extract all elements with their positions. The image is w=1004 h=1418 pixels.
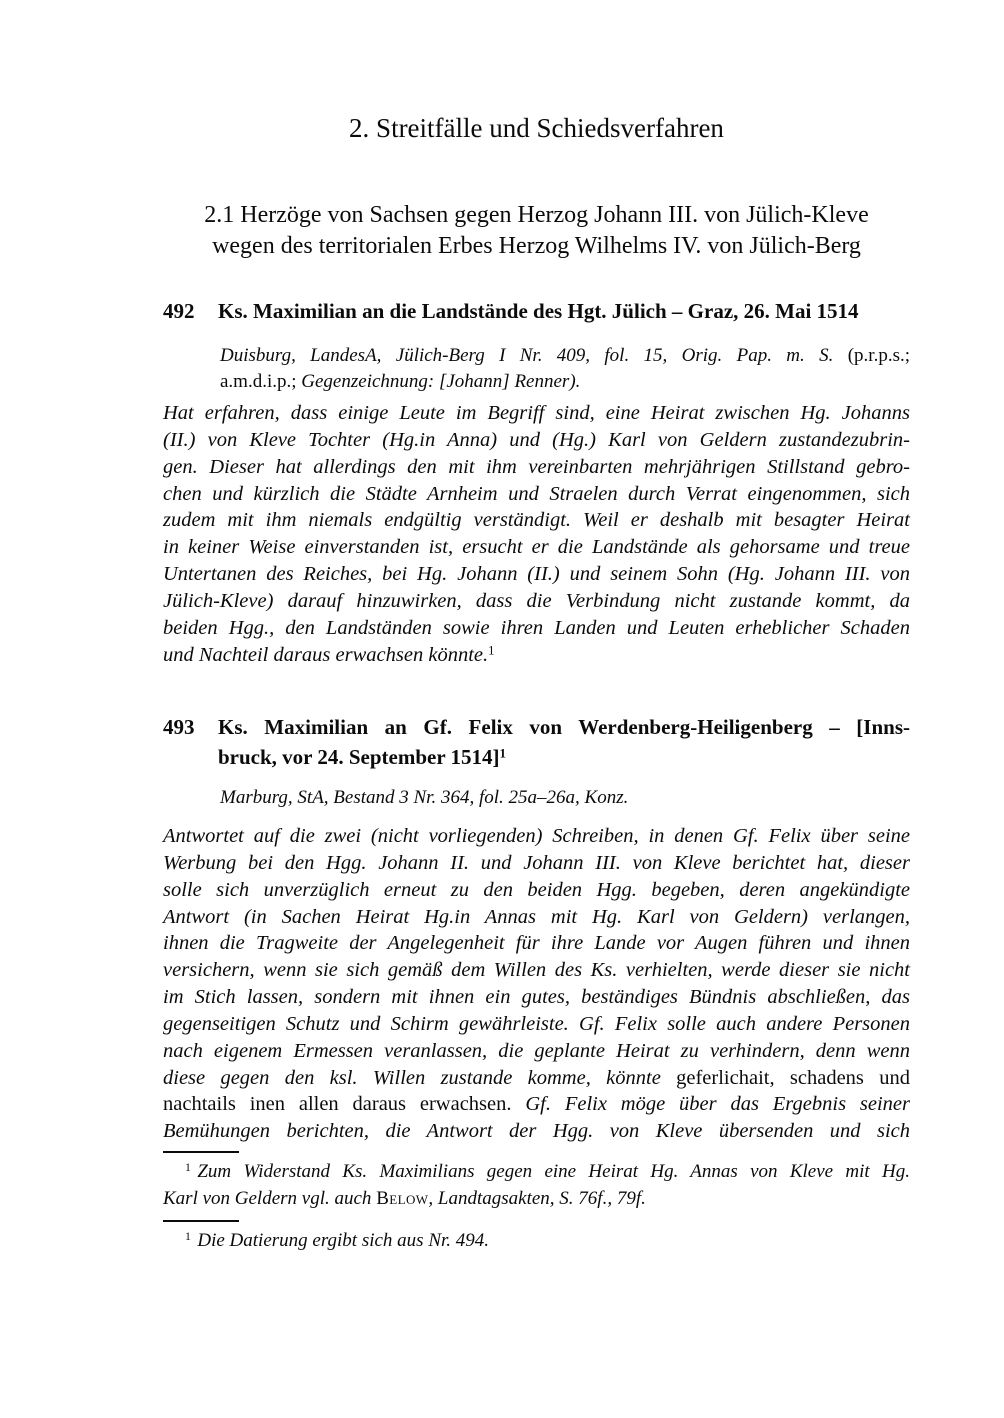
entry-492-summary (163, 400, 910, 668)
entry-492-heading (163, 296, 910, 326)
text-run: Antwortet auf die zwei (nicht vorliegenden) Schreiben, in denen Gf. Felix über seine (163, 825, 910, 847)
text-run: zudem mit ihm niemals endgültig verständigt. Weil er deshalb mit besagter Heirat (163, 509, 910, 532)
text-run: , Landtagsakten, S. 76f., 79f. (428, 1188, 646, 1209)
text-run: gen. Dieser hat allerdings den mit ihm vereinbarten mehrjährigen Stillstand gebro- (163, 455, 910, 478)
text-line (163, 1227, 910, 1254)
text-run: Gf. Felix möge über das Ergebnis seiner (525, 1093, 910, 1116)
text-line (220, 785, 910, 811)
text-run: gegenseitigen Schutz und Schirm gewährleiste. Gf. Felix solle auch andere Personen (163, 1012, 910, 1035)
footnote-1-entry-492 (163, 1158, 910, 1212)
text-line (163, 823, 910, 850)
text-run: Jülich-Kleve) darauf hinzuwirken, dass die Verbindung nicht zustande kommt, da (163, 589, 910, 612)
text-run: Untertanen des Reiches, bei Hg. Johann (II.) und seinem Sohn (Hg. Johann III. von (163, 563, 910, 586)
text-line (218, 296, 910, 326)
entry-492-archive-reference (220, 343, 910, 394)
text-run: und Nachteil daraus erwachsen könnte. (163, 643, 489, 666)
text-run: 1 (185, 1230, 191, 1244)
text-run: (II.) von Kleve Tochter (Hg.in Anna) und (Hg.) Karl von Geldern zustandezubrin- (163, 428, 910, 451)
text-run: Ks. Maximilian an Gf. Felix von Werdenberg-Heiligenberg – [Inns- (218, 715, 910, 739)
text-line (163, 1158, 910, 1185)
text-line (163, 454, 910, 481)
text-line (163, 850, 910, 877)
text-run: Gegenzeichnung: [Johann] Renner). (301, 370, 581, 392)
text-run: 1 (488, 643, 495, 658)
text-run: Marburg, StA, Bestand 3 Nr. 364, fol. 25a–26a, Konz. (220, 787, 629, 808)
text-run: a.m.d.i.p.; (220, 370, 302, 392)
text-run: versichern, wenn sie sich gemäß dem Willen des Ks. verhielten, werde dieser sie nicht (163, 959, 910, 982)
text-line (163, 561, 910, 588)
text-run: 1 (185, 1161, 191, 1175)
chapter-heading: 2. Streitfälle und Schiedsverfahren (349, 113, 724, 143)
entry-493-heading (163, 712, 910, 772)
text-line (218, 712, 910, 742)
text-line (163, 877, 910, 904)
footnote-separator-rule (163, 1220, 239, 1222)
text-line (163, 1118, 910, 1145)
text-line (163, 507, 910, 534)
entry-493-archive-reference (220, 785, 910, 811)
section-heading-line-1: 2.1 Herzöge von Sachsen gegen Herzog Johann III. von Jülich-Kleve (204, 202, 869, 228)
text-line (163, 481, 910, 508)
text-run: chen und kürzlich die Städte Arnheim und Straelen durch Verrat eingenommen, sich (163, 482, 910, 505)
text-line (163, 642, 910, 669)
text-line (163, 1185, 910, 1212)
text-line (163, 1091, 910, 1118)
text-line (163, 1038, 910, 1065)
entry-493-title (218, 712, 910, 772)
text-line (163, 534, 910, 561)
text-run: Antwort (in Sachen Heirat Hg.in Annas mit Hg. Karl von Geldern) verlangen, (163, 905, 910, 928)
text-line (163, 957, 910, 984)
text-line (163, 904, 910, 931)
text-run: Zum Widerstand Ks. Maximilians gegen eine Heirat Hg. Annas von Kleve mit Hg. (197, 1161, 910, 1182)
text-run: Hat erfahren, dass einige Leute im Begriff sind, eine Heirat zwischen Hg. Johanns (163, 402, 910, 424)
text-line (220, 343, 910, 369)
text-line (218, 742, 910, 772)
text-run: nachtails inen allen daraus erwachsen. (163, 1093, 526, 1116)
text-line (163, 615, 910, 642)
text-run: Karl von Geldern vgl. auch (163, 1188, 377, 1209)
text-run: Below (376, 1188, 429, 1209)
text-run: Bemühungen berichten, die Antwort der Hgg. von Kleve übersenden und sich (163, 1120, 910, 1143)
text-run: 1 (499, 745, 507, 761)
section-heading (140, 200, 933, 261)
footnote-separator-rule (163, 1151, 239, 1153)
entry-493-number: 493 (163, 715, 195, 739)
text-run: geferlichait, schadens und (676, 1066, 910, 1089)
entry-492-number: 492 (163, 299, 195, 323)
footnote-1-entry-493 (163, 1227, 910, 1254)
text-run: solle sich unverzüglich erneut zu den beiden Hgg. begeben, deren angekündigte (163, 878, 910, 901)
entry-492-title (218, 296, 910, 326)
text-run: im Stich lassen, sondern mit ihnen ein gutes, beständiges Bündnis abschließen, das (163, 986, 910, 1009)
text-run: in keiner Weise einverstanden ist, ersucht er die Landstände als gehorsame und treue (163, 536, 910, 559)
text-line (220, 369, 910, 395)
text-run: (p.r.p.s.; (847, 345, 910, 366)
text-line (163, 930, 910, 957)
text-line (163, 1011, 910, 1038)
text-run: beiden Hgg., den Landständen sowie ihren Landen und Leuten erheblicher Schaden (163, 616, 910, 639)
text-run: diese gegen den ksl. Willen zustande komme, könnte (163, 1066, 677, 1089)
text-line (163, 400, 910, 427)
text-run: Ks. Maximilian an die Landstände des Hgt. Jülich – Graz, 26. Mai 1514 (218, 299, 859, 323)
text-run: bruck, vor 24. September 1514] (218, 745, 500, 769)
text-run: ihnen die Tragweite der Angelegenheit für ihre Lande vor Augen führen und ihnen (163, 932, 910, 955)
text-line (163, 427, 910, 454)
text-line (163, 1065, 910, 1092)
text-run: Die Datierung ergibt sich aus Nr. 494. (197, 1230, 490, 1251)
text-run: Duisburg, LandesA, Jülich-Berg I Nr. 409, fol. 15, Orig. Pap. m. S. (220, 345, 848, 366)
entry-493-summary (163, 823, 910, 1145)
section-heading-line-2: wegen des territorialen Erbes Herzog Wilhelms IV. von Jülich-Berg (212, 232, 861, 259)
text-run: Werbung bei den Hgg. Johann II. und Johann III. von Kleve berichtet hat, dieser (163, 851, 910, 874)
text-line (163, 984, 910, 1011)
text-line (163, 588, 910, 615)
text-run: nach eigenem Ermessen veranlassen, die geplante Heirat zu verhindern, denn wenn (163, 1039, 910, 1062)
